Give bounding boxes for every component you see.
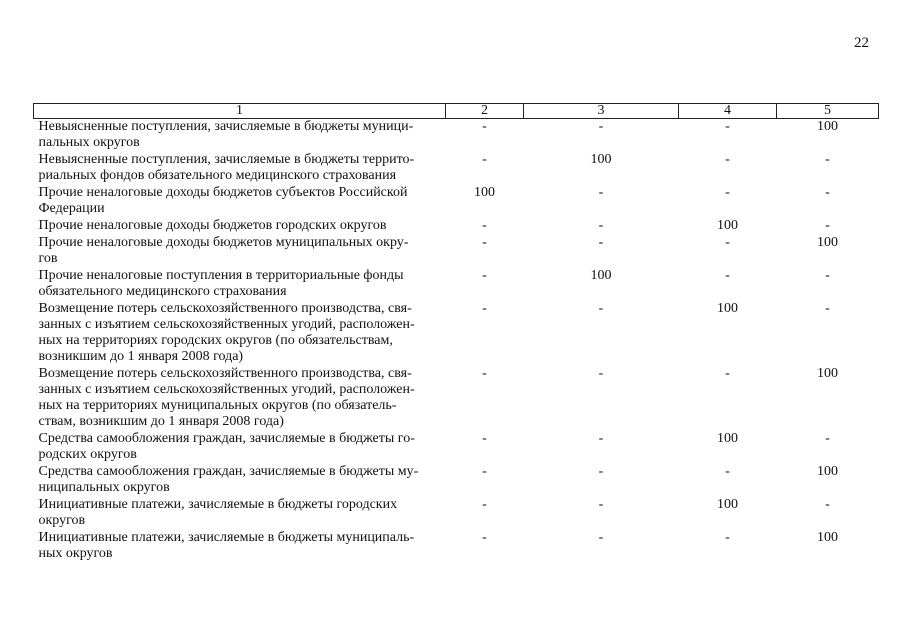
- table-row: [34, 464, 879, 497]
- column-header-4: 4: [679, 104, 777, 119]
- table-row: [34, 530, 879, 563]
- column-header-1: 1: [34, 104, 446, 119]
- value-column-2: -: [482, 119, 487, 134]
- value-column-5: -: [825, 152, 830, 167]
- value-column-5: -: [825, 185, 830, 200]
- row-label: Невыясненные поступления, зачисляемые в бюджеты террито- риальных фондов обязательного медицинского страхования: [38, 152, 415, 183]
- row-label: Прочие неналоговые поступления в территориальные фонды обязательного медицинского страхования: [38, 268, 404, 299]
- value-column-4: -: [725, 152, 730, 167]
- income-table: [33, 103, 879, 563]
- value-column-2: -: [482, 268, 487, 283]
- value-column-2: -: [482, 464, 487, 479]
- table-row: [34, 366, 879, 431]
- value-column-5: 100: [817, 366, 838, 381]
- header-row: [34, 104, 879, 119]
- value-column-4: 100: [717, 301, 738, 316]
- column-header-3: 3: [524, 104, 679, 119]
- value-column-4: -: [725, 530, 730, 545]
- row-label: Невыясненные поступления, зачисляемые в бюджеты муници- пальных округов: [38, 119, 414, 150]
- table-row: [34, 235, 879, 268]
- column-header-2: 2: [446, 104, 524, 119]
- value-column-5: -: [825, 218, 830, 233]
- table-row: [34, 185, 879, 218]
- value-column-2: -: [482, 431, 487, 446]
- table-row: [34, 301, 879, 366]
- column-header-5: 5: [777, 104, 879, 119]
- row-label: Прочие неналоговые доходы бюджетов субъектов Российской Федерации: [38, 185, 408, 216]
- row-label: Средства самообложения граждан, зачисляемые в бюджеты го- родских округов: [38, 431, 415, 462]
- value-column-3: -: [598, 464, 604, 479]
- value-column-3: -: [598, 366, 604, 381]
- value-column-4: -: [725, 235, 730, 250]
- table-row: [34, 152, 879, 185]
- value-column-4: -: [725, 119, 730, 134]
- value-column-4: -: [725, 185, 730, 200]
- value-column-3: -: [598, 301, 604, 316]
- value-column-4: -: [725, 464, 730, 479]
- value-column-2: -: [482, 301, 487, 316]
- value-column-2: -: [482, 218, 487, 233]
- value-column-2: 100: [474, 185, 495, 200]
- value-column-3: -: [598, 235, 604, 250]
- value-column-2: -: [482, 235, 487, 250]
- value-column-2: -: [482, 152, 487, 167]
- row-label: Инициативные платежи, зачисляемые в бюджеты муниципаль- ных округов: [38, 530, 415, 561]
- table-row: [34, 431, 879, 464]
- row-label: Прочие неналоговые доходы бюджетов муниципальных окру- гов: [38, 235, 409, 266]
- value-column-3: -: [598, 497, 604, 512]
- value-column-2: -: [482, 530, 487, 545]
- value-column-3: -: [598, 218, 604, 233]
- value-column-3: -: [598, 185, 604, 200]
- value-column-3: 100: [590, 152, 612, 167]
- table-row: [34, 268, 879, 301]
- value-column-3: -: [598, 530, 604, 545]
- row-label: Средства самообложения граждан, зачисляемые в бюджеты му- ниципальных округов: [38, 464, 419, 495]
- row-label: Инициативные платежи, зачисляемые в бюджеты городских округов: [38, 497, 398, 528]
- value-column-5: 100: [817, 464, 838, 479]
- value-column-5: 100: [817, 235, 838, 250]
- row-label: Прочие неналоговые доходы бюджетов городских округов: [38, 218, 387, 233]
- value-column-4: -: [725, 366, 730, 381]
- value-column-5: 100: [817, 119, 838, 134]
- value-column-5: -: [825, 268, 830, 283]
- row-label: Возмещение потерь сельскохозяйственного производства, свя- занных с изъятием сельскохозяйственных угодий, расположен- ных на территориях муниципальных округов (по обязатель- ствам, возникшим до 1 января 2008 года): [38, 366, 415, 429]
- value-column-3: 100: [590, 268, 612, 283]
- table-row: [34, 218, 879, 235]
- value-column-5: -: [825, 431, 830, 446]
- value-column-4: 100: [717, 497, 738, 512]
- value-column-5: -: [825, 301, 830, 316]
- value-column-2: -: [482, 366, 487, 381]
- page-number: 22: [854, 35, 869, 51]
- value-column-2: -: [482, 497, 487, 512]
- value-column-5: 100: [817, 530, 838, 545]
- value-column-3: -: [598, 431, 604, 446]
- value-column-5: -: [825, 497, 830, 512]
- row-label: Возмещение потерь сельскохозяйственного производства, свя- занных с изъятием сельскохозяйственных угодий, расположен- ных на территориях городских округов (по обязательствам, возникшим до 1 января 2008 года): [38, 301, 415, 364]
- table-row: [34, 119, 879, 153]
- value-column-4: 100: [717, 218, 738, 233]
- value-column-4: -: [725, 268, 730, 283]
- value-column-4: 100: [717, 431, 738, 446]
- table-body: [34, 119, 879, 564]
- table-row: [34, 497, 879, 530]
- value-column-3: -: [598, 119, 604, 134]
